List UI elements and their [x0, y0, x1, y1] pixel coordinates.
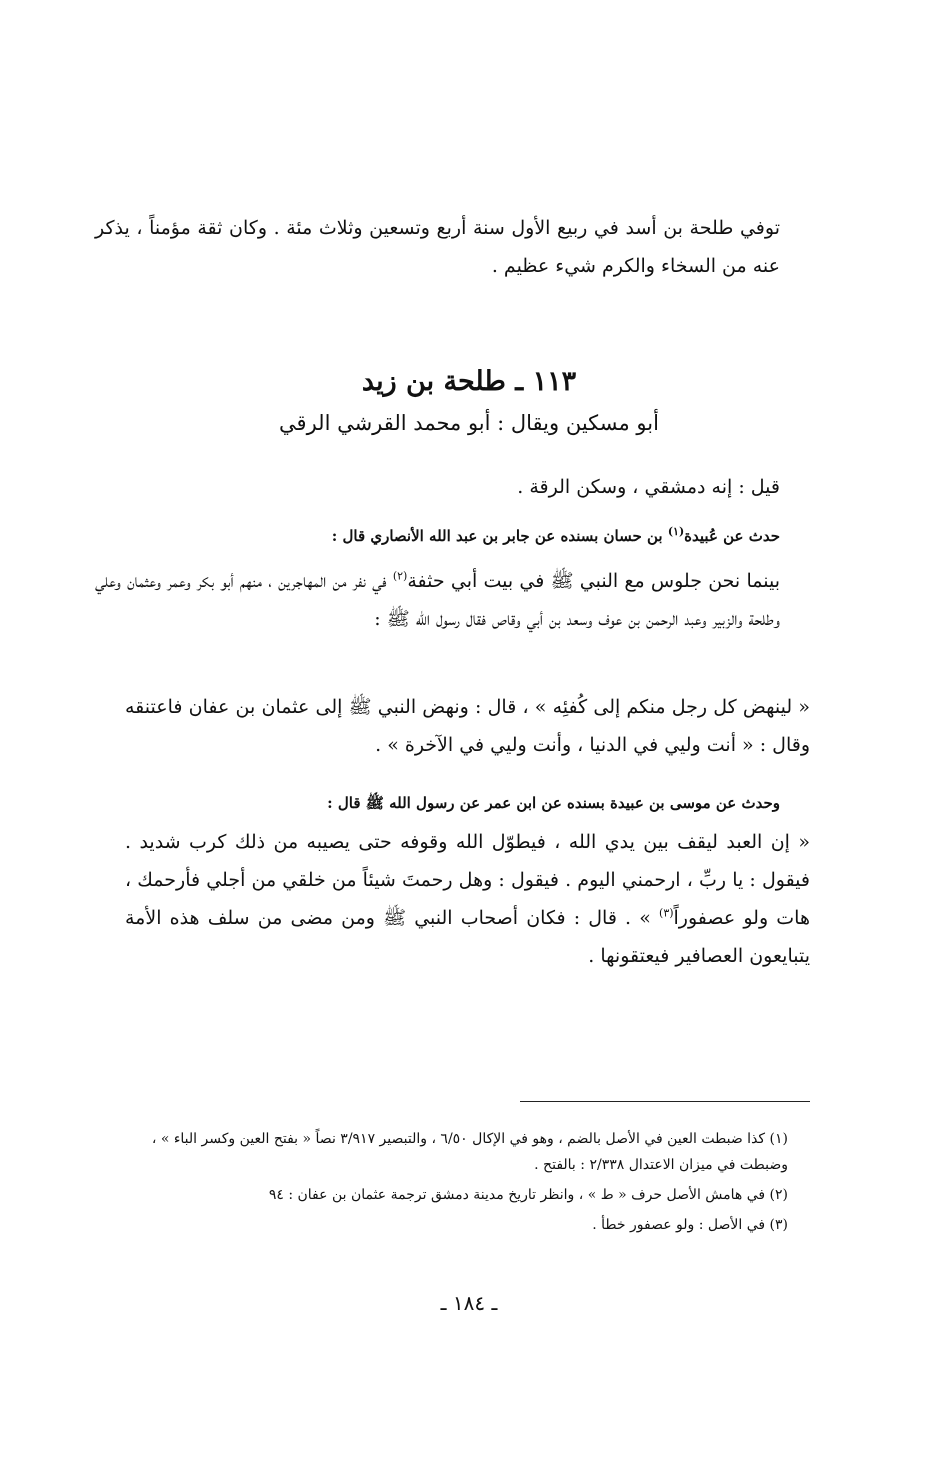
entry-title: ١١٣ ـ طلحة بن زيد — [361, 366, 577, 397]
entry-subtitle: أبو مسكين ويقال : أبو محمد القرشي الرقي — [279, 411, 659, 435]
footnote-marker-3: (٣) — [659, 906, 674, 920]
hadith-2-part-2: » . قال : فكان أصحاب النبي ﷺ ومن مضى من سلف هذه الأمة يتبايعون العصافير فيعتقونها . — [125, 907, 810, 967]
isnad-text-before: حدث عن عُبيدة — [684, 527, 780, 545]
footnote-marker-1: (١) — [667, 525, 685, 538]
isnad-line-2: وحدث عن موسى بن عبيدة بسنده عن ابن عمر عن رسول الله ﷺ قال : — [327, 794, 780, 812]
footnote-marker-2: (٢) — [392, 569, 408, 583]
intro-paragraph: توفي طلحة بن أسد في ربيع الأول سنة أربع وتسعين وثلاث مئة . وكان ثقة مؤمناً ، يذكر عنه من السخاء والكرم شيء عظيم . — [95, 217, 780, 277]
hadith-2-part-1: « إن العبد ليقف بين يدي الله ، فيطوّل الله وقوفه حتى يصيبه من ذلك كرب شديد . فيقول : يا ربِّ ، ارحمني اليوم . فيقول : وهل رحمتَ شيئاً من خلقي من أجلي فأرحمك ، هات ولو عصفوراً — [125, 831, 810, 929]
said-line: قيل : إنه دمشقي ، وسكن الرقة . — [517, 476, 780, 498]
hadith-paragraph-2 — [125, 823, 810, 975]
isnad-line-1 — [95, 522, 810, 550]
page-number: ـ ١٨٤ ـ — [440, 1291, 498, 1315]
quote-paragraph-1: « لينهض كل رجل منكم إلى كُفئِه » ، قال : ونهض النبي ﷺ إلى عثمان بن عفان فاعتنقه وقال : « أنت وليي في الدنيا ، وأنت وليي في الآخرة » . — [125, 696, 810, 756]
footnote-2: (٢) في هامش الأصل حرف « ط » ، وانظر تاريخ مدينة دمشق ترجمة عثمان بن عفان : ٩٤ — [268, 1187, 788, 1203]
hadith-1-part-1: بينما نحن جلوس مع النبي ﷺ في بيت أبي حثفة — [407, 570, 780, 592]
hadith-1-part-2: في نفر من المهاجرين ، منهم أبو بكر وعمر وعثمان وعلي وطلحة والزبير وعبد الرحمن بن عوف وسعد بن أبي وقاص فقال رسول الله ﷺ : — [95, 570, 780, 630]
isnad-text-after: بن حسان بسنده عن جابر بن عبد الله الأنصاري قال : — [331, 527, 668, 545]
footnote-separator — [520, 1101, 810, 1102]
footnote-3: (٣) في الأصل : ولو عصفور خطأ . — [592, 1217, 788, 1233]
footnote-1: (١) كذا ضبطت العين في الأصل بالضم ، وهو في الإكال ٦/٥٠ ، والتبصير ٣/٩١٧ نصاً « بفتح العين وكسر الباء » ، وضبطت في ميزان الاعتدال ٢/٣٣٨ : بالفتح . — [151, 1131, 788, 1173]
hadith-paragraph-1 — [95, 562, 810, 638]
footnotes — [125, 1126, 810, 1242]
